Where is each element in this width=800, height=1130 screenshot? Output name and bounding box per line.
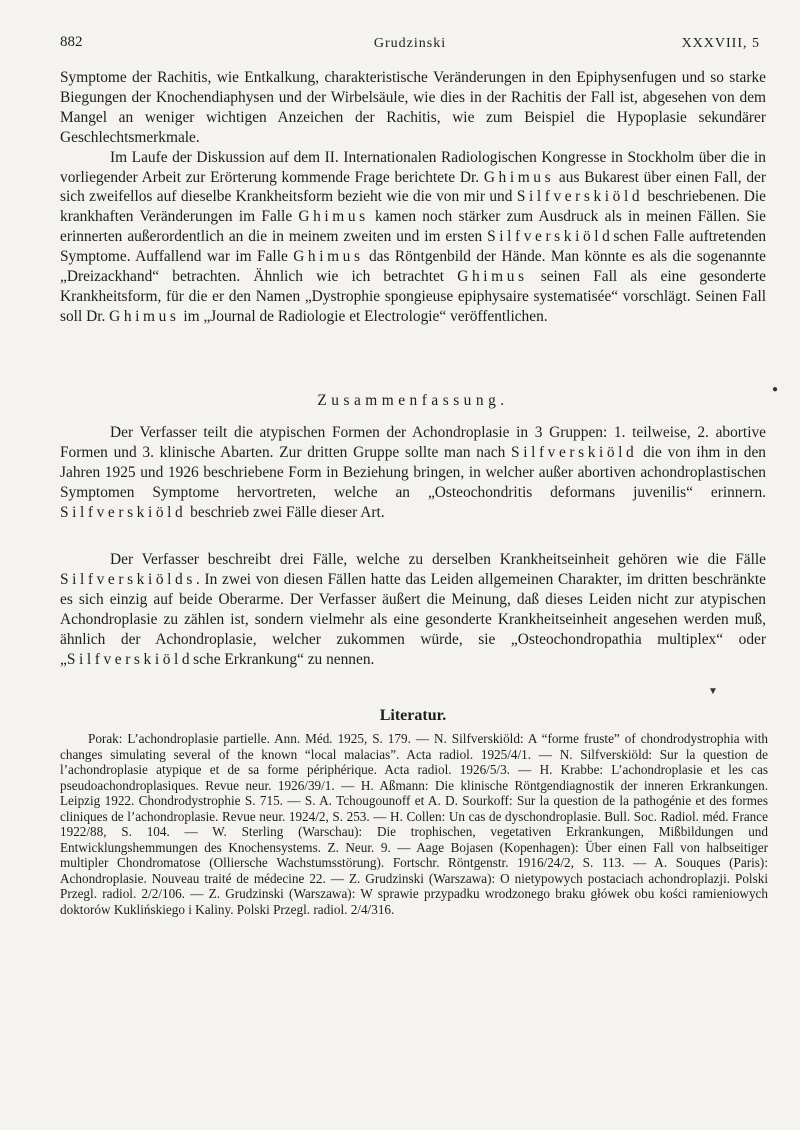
running-header — [60, 34, 760, 58]
author-name: Silfverskiölds — [60, 570, 196, 588]
author-name: Silfverskiöld — [60, 503, 187, 521]
volume-issue: XXXVIII, 5 — [681, 36, 760, 51]
print-speck: ● — [772, 384, 779, 395]
author-name: Silfverskiöld — [487, 228, 614, 246]
bibliography-entries: Porak: L’achondroplasie partielle. Ann. Méd. 1925, S. 179. — N. Silfverskiöld: A “forme fruste” of chondrodystrophia with changes simulating several of the known “local malacias”. Acta radiol. 1925/4/1. — N. Silfverskiöld: Sur la question de l’achondroplasie atypique et de sa forme périphérique. Acta radiol. 1926/5/3. — H. Krabbe: L’achondroplasie et les cas pseudoachondroplasiques. Revue neur. 1926/39/1. — H. Aßmann: Die klinische Röntgendiagnostik der inneren Erkrankungen. Leipzig 1922. Chondrodystrophie S. 715. — S. A. Tchougounoff et A. D. Sourkoff: Sur la question de la pathogénie et des formes cliniques de l’achondroplasie. Revue neur. 1924/2, S. 253. — H. Collen: Un cas de dyschondroplasie. Bull. Soc. Radiol. méd. France 1922/88, S. 104. — W. Sterling (Warschau): Die trophischen, vegetativen Erkrankungen, Mißbildungen und Entwicklungshemmungen des Knochensystems. Z. Neur. 9. — Aage Bojasen (Kopenhagen): Über einen Fall von halbseitiger multipler Chondromatose (Ollierschе Wachstumsstörung). Fortschr. Röntgenstr. 1916/24/2, S. 113. — A. Souques (Paris): Achondroplasie. Nouveau traité de médecine 22. — Z. Grudzinski (Warszawa): O nietypowych postaciach achondroplazji. Polski Przegl. radiol. 2/2/106. — Z. Grudzinski (Warszawa): W sprawie przypadku wrodzonego braku główek obu kości ramieniowych doktorów Kuklińskiego i Kaliny. Polski Przegl. radiol. 2/4/316. — [60, 731, 768, 917]
author-name: Ghimus — [293, 248, 364, 266]
bibliography — [60, 731, 768, 917]
print-speck: ▼ — [708, 686, 718, 697]
summary-paragraph-2: Der Verfasser beschreibt drei Fälle, welche zu derselben Krankheitseinheit gehören wie die Fälle Silfverskiölds. In zwei von diesen Fällen hatte das Leiden allgemeinen Charakter, im dritten beschränkte es sich einzig auf beide Oberarme. Der Verfasser äußert die Meinung, daß dieses Leiden nicht zur atypischen Achondroplasie zu zählen ist, sondern vielmehr als eine gesonderte Krankheitseinheit angesehen werden muß, ähnlich der Achondroplasie, welcher zukommen würde, sie „Osteochondropathia multiplex“ oder „Silfverskiöldsche Erkrankung“ zu nennen. — [60, 551, 766, 668]
author-name: Ghimus — [483, 168, 555, 186]
running-author: Grudzinski — [373, 36, 447, 51]
body-text-top — [60, 68, 766, 327]
author-name: Ghimus — [109, 307, 180, 325]
section-heading-literatur: Literatur. — [379, 707, 447, 724]
summary-paragraph-1: Der Verfasser teilt die atypischen Formen der Achondroplasie in 3 Gruppen: 1. teilweise, 2. abortive Formen und 3. klinische Abarten. Zur dritten Gruppe sollte man nach Silfverskiöld die von ihm in den Jahren 1925 und 1926 beschriebene Form in Beziehung bringen, in welcher außer abortiven achondroplastischen Symptomen Symptome hervortreten, welche an „Osteochondritis deformans juvenilis“ erinnern. Silfverskiöld beschrieb zwei Fälle dieser Art. — [60, 424, 766, 521]
author-name: Silfverskiöld — [511, 443, 638, 461]
paragraph-discussion: Im Laufe der Diskussion auf dem II. Internationalen Radiologischen Kongresse in Stockholm über die in vorliegender Arbeit zur Erörterung kommende Frage berichtete Dr. Ghimus aus Bukarest über einen Fall, der sich zweifellos auf dieselbe Krankheitsform bezieht wie die von mir und Silfverskiöld beschriebenen. Die krankhaften Veränderungen im Falle Ghimus kamen noch stärker zum Ausdruck als in meinen Fällen. Sie erinnerten außerordentlich an die in meinem zweiten und im ersten Silfverskiöldschen Falle auftretenden Symptome. Auffallend war im Falle Ghimus das Röntgenbild der Hände. Man könnte es als die sogenannte „Dreizackhand“ betrachten. Ähnlich wie ich betrachtet Ghimus seinen Fall als eine gesonderte Krankheitsform, für die er den Namen „Dystrophie spongieuse epiphysaire systematisée“ vorschlägt. Seinen Fall soll Dr. Ghimus im „Journal de Radiologie et Electrologie“ veröffentlichen. — [60, 148, 767, 325]
section-heading-zusammenfassung: Zusammenfassung. — [317, 392, 509, 409]
author-name: Ghimus — [298, 208, 369, 226]
paragraph-rachitis: Symptome der Rachitis, wie Entkalkung, charakteristische Veränderungen in den Epiphysenfugen und so starke Biegungen der Knochendiaphysen und der Wirbelsäule, wie dies in der Rachitis der Fall ist, abgesehen von dem Mangel an weniger wichtigen Anzeichen der Rachitis, wie zum Beispiel die Hypoplasie sekundärer Geschlechtsmerkmale. — [60, 69, 766, 146]
author-name: Silfverskiöld — [516, 188, 644, 206]
author-name: Silfverskiöld — [66, 650, 194, 668]
page-number: 882 — [60, 34, 83, 50]
author-name: Ghimus — [457, 268, 528, 286]
